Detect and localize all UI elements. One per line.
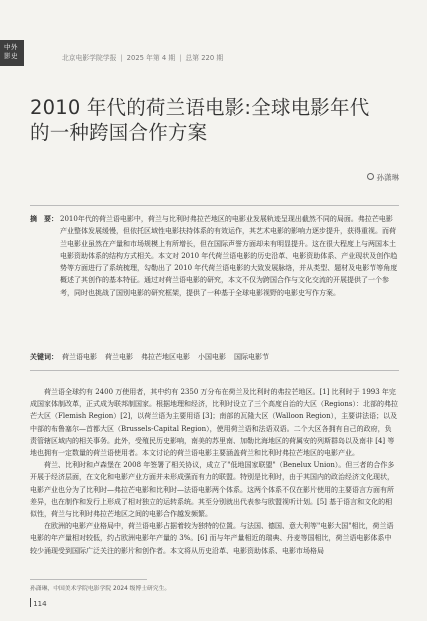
keyword: 小国电影 bbox=[198, 353, 226, 361]
header-separator: | bbox=[179, 54, 182, 62]
keywords-label: 关键词： bbox=[30, 353, 58, 361]
circle-icon bbox=[367, 173, 374, 180]
body-paragraph: 荷兰、比利时和卢森堡在 2008 年签署了相关协议，成立了"低地国家联盟"（Benelux Union）。但三者的合作多开展于经济层面，在文化和电影产业方面并未形成强而有力的联盟。特别是比利时，由于其国内的政治经济文化现状，电影产业也分为了比利时—弗拉芒电影和比利时—法语电影两个体系。这两个体系不仅在影片使用的主要语言方面有所差异，也在制作和发行上形成了相对独立的运转系统。其至分别就出代表参与欧盟视听计划。[5] 基于语言和文化的相似性，荷兰与比利时弗拉芒地区之间的电影合作越发频繁。 bbox=[30, 461, 395, 519]
journal-total: 总第 220 期 bbox=[185, 54, 224, 62]
abstract-label: 摘 要： bbox=[30, 215, 58, 223]
title-line2: 的一种跨国合作方案 bbox=[30, 121, 208, 144]
page-number-value: 114 bbox=[33, 600, 47, 608]
page-number bbox=[30, 598, 47, 608]
header-separator: | bbox=[120, 54, 123, 62]
keyword: 荷兰语电影 bbox=[62, 353, 97, 361]
article-title bbox=[30, 95, 370, 145]
section-tag bbox=[0, 40, 24, 66]
journal-issue: 2025 年第 4 期 bbox=[126, 54, 176, 62]
author-line bbox=[367, 172, 400, 183]
keywords bbox=[30, 351, 398, 363]
page-number-bar bbox=[30, 598, 31, 607]
keywords-divider bbox=[30, 370, 399, 371]
body-paragraph: 在欧洲的电影产业格局中，荷兰语电影占据着较为独特的位置。与法国、德国、意大利等"电影大国"相比，荷兰语电影的年产量相对较低，约占欧洲电影年产量的 3%。[6] 而与年产量相近的瑞典、丹麦等国相比，荷兰语电影体系中较少涌现受到国际广泛关注的影片和创作者。本文将从历史沿革、电影资助体系、电影市场格局 bbox=[30, 522, 394, 555]
top-divider bbox=[30, 205, 399, 206]
keyword: 国际电影节 bbox=[234, 353, 269, 361]
abstract bbox=[30, 213, 398, 299]
abstract-text: 2010年代的荷兰语电影中，荷兰与比利时弗拉芒地区的电影业发展轨迹呈现出截然不同的局面。弗拉芒电影产业整体发展缓慢，但依托区域性电影扶持体系的有效运作，其艺术电影的影响力逐步提升，获得重视。而荷兰电影业虽然在产量和市场规模上有所增长，但在国际声誉方面却未有明显提升。这在很大程度上与两国本土电影资助体系的结构方式相关。本文对 2010 年代荷兰语电影的历史沿革、电影资助体系、产业现状及创作趋势等方面进行了系统梳理，勾勒出了 2010 年代荷兰语电影的大致发展脉络，并从类型、题材及电影节等角度概述了其创作的基本特征。通过对荷兰语电影的研究，本文不仅为跨国合作与文化交流的开展提供了一个参考，同时也挑战了国别电影的研究框架，提供了一种基于全球电影视野的电影史写作方案。 bbox=[60, 215, 398, 297]
keyword: 荷兰电影 bbox=[105, 353, 133, 361]
footnote-divider bbox=[30, 579, 147, 580]
article-body bbox=[30, 386, 398, 557]
section-tag-line2: 影史 bbox=[4, 52, 18, 60]
title-line1: 2010 年代的荷兰语电影:全球电影年代 bbox=[30, 96, 370, 119]
journal-name: 北京电影学院学报 bbox=[62, 54, 117, 62]
section-tag-line1: 中外 bbox=[4, 43, 18, 51]
author-name: 孙潇琳 bbox=[376, 173, 399, 182]
journal-header bbox=[62, 52, 223, 62]
footnote: 孙潇琳，中国美术学院电影学院 2024 级博士研究生。 bbox=[30, 586, 171, 592]
keyword: 弗拉芒地区电影 bbox=[141, 353, 190, 361]
body-paragraph: 荷兰语全球约有 2400 万使用者，其中约有 2350 万分布在荷兰及比利时的弗拉芒地区。[1] 比利时于 1993 年完成国家体制改革，正式成为联邦制国家。根据地理和经济，比利时设立了三个高度自治的大区（Regions）：北部的弗拉芒大区（Flemish Region）[2]，以荷兰语为主要用语 [3]；南部的瓦隆大区（Walloon Region），主要讲法语；以及中部的布鲁塞尔—首都大区（Brussels-Capital Region），使用荷兰语和法语双语。二个大区各拥有自己的政府，负责管辖区域内的相关事务。此外，受殖民历史影响，南美的苏里南、加勒比海地区的荷属安的列斯群岛以及南非 [4] 等地也拥有一定数量的荷兰语使用者。本文讨论的荷兰语电影主要涵盖荷兰和比利时弗拉芒地区的电影产业。 bbox=[30, 388, 398, 458]
